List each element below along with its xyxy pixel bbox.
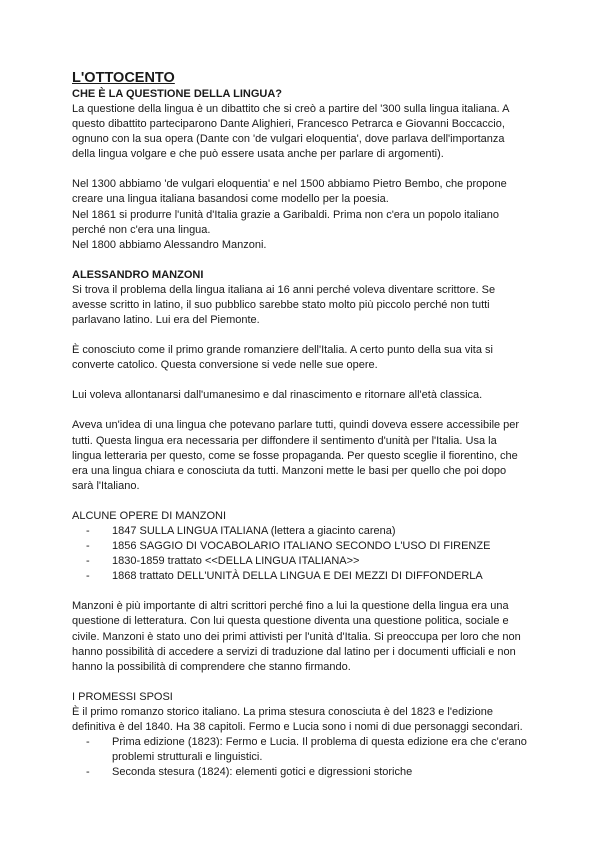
opere-list [72,524,528,584]
section-heading-questione: CHE È LA QUESTIONE DELLA LINGUA? [72,88,283,100]
section-heading-promessi-sposi: I PROMESSI SPOSI [72,690,173,703]
paragraph-manzoni-2: È conosciuto come il primo grande romanziere dell'Italia. A certo punto della sua vita si converte catolico. Questa conversione si vede nelle sue opere. [72,344,493,372]
line-1800: Nel 1800 abbiamo Alessandro Manzoni. [72,238,267,251]
list-item: - 1830-1859 trattato <<DELLA LINGUA ITALIANA>> [86,554,528,569]
list-item: - Seconda stesura (1824): elementi gotici e digressioni storiche [86,765,528,780]
dash-bullet: - [86,524,90,537]
paragraph-manzoni-importanza: Manzoni è più importante di altri scrittori perché fino a lui la questione della lingua era una questione di letteratura. Con lui questa questione diventa una questione politica, sociale e civile. Manzoni è stato uno dei primi attivisti per l'unità d'Italia. Si preoccupa per loro che non hanno possibilità di accedere a servizi di traduzione dal latino per i documenti ufficiali e non hanno la possibilità di comprendere che stanno firmando. [72,600,521,673]
paragraph-promessi-sposi: È il primo romanzo storico italiano. La prima stesura conosciuta è del 1823 e l'edizione definitiva è del 1840. Ha 38 capitoli. Fermo e Lucia sono i nomi di due personaggi secondari. [72,705,523,733]
line-1300: Nel 1300 abbiamo 'de vulgari eloquentia' e nel 1500 abbiamo Pietro Bembo, che propone creare una lingua italiana basandosi come modello per la poesia. [72,178,507,206]
dash-bullet: - [86,570,90,583]
list-item: - Prima edizione (1823): Fermo e Lucia. Il problema di questa edizione era che c'erano problemi strutturali e linguistici. [86,736,527,764]
dash-bullet: - [86,555,90,568]
list-item: - 1868 trattato DELL'UNITÀ DELLA LINGUA E DEI MEZZI DI DIFFONDERLA [86,569,528,584]
section-heading-manzoni: ALESSANDRO MANZONI [72,268,204,281]
stesure-list [72,735,528,780]
paragraph-questione-intro: La questione della lingua è un dibattito che si creò a partire del '300 sulla lingua italiana. A questo dibattito parteciparono Dante Alighieri, Francesco Petrarca e Giovanni Boccaccio, ognuno con la sua opera (Dante con 'de vulgari eloquentia', dove parlava dell'importanza della lingua volgare e che può essere usata anche per parlare di argomenti). [72,103,509,161]
line-1861: Nel 1861 si produrre l'unità d'Italia grazie a Garibaldi. Prima non c'era un popolo italiano perché non c'era una lingua. [72,208,499,236]
dash-bullet: - [86,540,90,553]
paragraph-manzoni-4: Aveva un'idea di una lingua che potevano parlare tutti, quindi doveva essere accessibile per tutti. Questa lingua era necessaria per diffondere il sentimento d'unità per l'Italia. Usa la lingua letteraria per questo, come se fosse propaganda. Per questo sceglie il fiorentino, che era una lingua chiara e conosciuta da tutti. Manzoni mette le basi per quello che poi dopo sarà l'Italiano. [72,419,520,492]
dash-bullet: - [86,766,90,779]
paragraph-manzoni-1: Si trova il problema della lingua italiana ai 16 anni perché voleva diventare scrittore. Se avesse scritto in latino, il suo pubblico sarebbe stato molto più piccolo perché non tutti parlavano latino. Lui era del Piemonte. [72,283,496,327]
list-item: - 1856 SAGGIO DI VOCABOLARIO ITALIANO SECONDO L'USO DI FIRENZE [86,539,528,554]
page-title: L'OTTOCENTO [72,70,175,86]
list-item: - 1847 SULLA LINGUA ITALIANA (lettera a giacinto carena) [86,524,528,539]
dash-bullet: - [86,736,90,749]
paragraph-manzoni-3: Lui voleva allontanarsi dall'umanesimo e dal rinascimento e ritornare all'età classica. [72,389,483,402]
section-heading-opere: ALCUNE OPERE DI MANZONI [72,509,227,522]
